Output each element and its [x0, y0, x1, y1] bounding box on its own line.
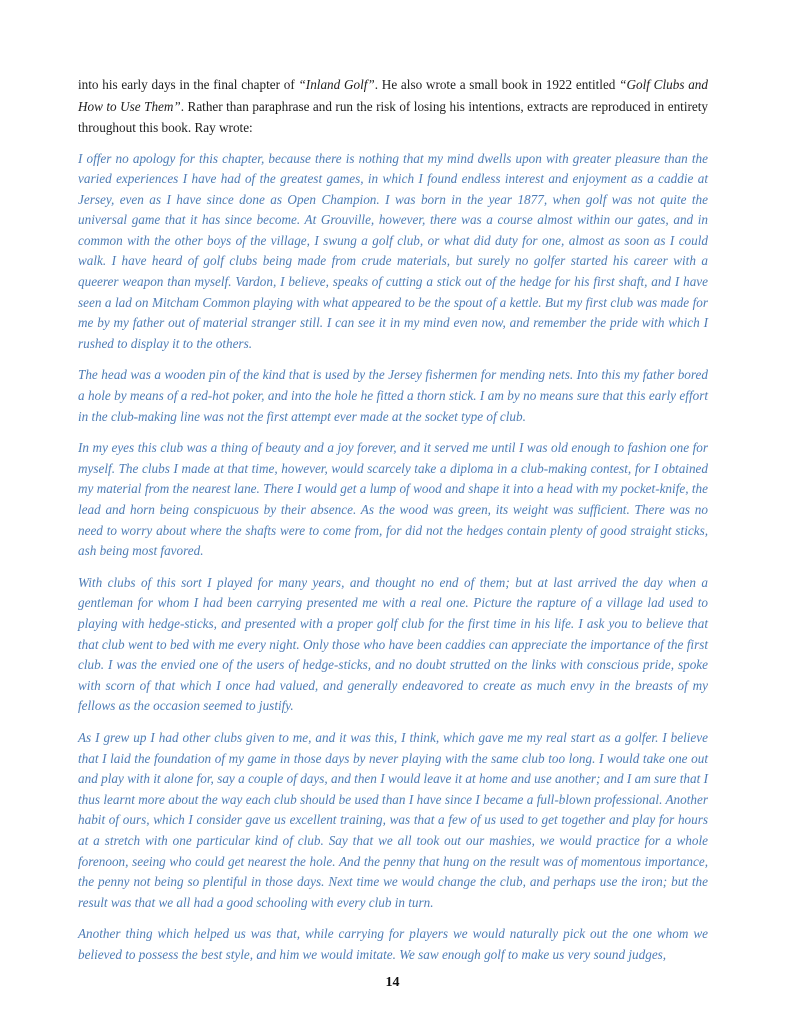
book-title-inland-golf: “Inland Golf” — [298, 77, 375, 92]
intro-text-run: into his early days in the final chapter of — [78, 77, 299, 92]
quote-paragraph-1: I offer no apology for this chapter, because there is nothing that my mind dwells upon with greater pleasure than the varied experiences I have had of the greatest games, in which I found endless interest and enjoyment as a caddie at Jersey, even as I have since done as Open Champion. I was born in the year 1877, when golf was not quite the universal game that it has since become. At Grouville, however, there was a course almost within our gates, and in common with the other boys of the village, I swung a golf club, or what did duty for one, almost as soon as I could walk. I have heard of golf clubs being made from crude materials, but surely no golfer started his career with a queerer weapon than myself. Vardon, I believe, speaks of cutting a stick out of the hedge for his first shaft, and I have seen a lad on Mitcham Common playing with what appeared to be the spout of a kettle. But my first club was made for me by my father out of material stranger still. I can see it in my mind even now, and remember the pride with which I rushed to display it to the others. — [78, 150, 708, 351]
quote-block — [78, 149, 708, 966]
intro-paragraph — [78, 74, 708, 139]
book-title-golf-clubs: “Golf Clubs and How to Use Them” — [78, 77, 708, 114]
quote-paragraph-4: With clubs of this sort I played for many years, and thought no end of them; but at last arrived the day when a gentleman for whom I had been carrying presented me with a real one. Picture the rapture of a village lad used to playing with hedge-sticks, and presented with a proper golf club for the first time in his life. I ask you to believe that that club went to bed with me every night. Only those who have been caddies can appreciate the importance of the first club. I was the envied one of the users of hedge-sticks, and no doubt strutted on the links with conscious pride, spoke with scorn of that which I once had valued, and generally endeavored to create as much envy in the breasts of my fellows as the occasion seemed to justify. — [78, 574, 708, 714]
quote-paragraph-3: In my eyes this club was a thing of beauty and a joy forever, and it served me until I was old enough to fashion one for myself. The clubs I made at that time, however, would scarcely take a diploma in a club-making contest, for I obtained my material from the nearest lane. There I would get a lump of wood and shape it into a head with my pocket-knife, the lead and horn being conspicuous by their absence. As the wood was green, its weight was sufficient. There was no need to worry about where the shafts were to come from, for did not the hedges contain plenty of good straight sticks, ash being most favored. — [78, 440, 708, 559]
intro-text-run: . Rather than paraphrase and run the risk of losing his intentions, extracts are reproduced in entirety throughout this book. Ray wrote: — [78, 98, 708, 135]
quote-paragraph-5: As I grew up I had other clubs given to me, and it was this, I think, which gave me my real start as a golfer. I believe that I laid the foundation of my game in those days by never playing with the same club too long. I would take one out and play with it alone for, say a couple of days, and then I would leave it at home and use another; and I am sure that I thus learnt more about the way each club should be used than I have since I became a full-blown professional. Another habit of ours, which I consider gave us excellent training, was that a few of us used to get together and play for hours at a stretch with one particular kind of club. Say that we all took out our mashies, we would practice for a whole forenoon, seeing who could get nearest the hole. And the penny that hung on the result was of momentous importance, the penny not being so plentiful in those days. Next time we would change the club, and perhaps use the iron; but the result was that we all had a good schooling with every club in turn. — [78, 729, 708, 910]
quote-paragraph-6: Another thing which helped us was that, while carrying for players we would naturally pick out the one whom we believed to possess the best style, and him we would imitate. We saw enough golf to make us very sound judges, — [78, 926, 708, 962]
intro-text-run: . He also wrote a small book in 1922 entitled — [374, 77, 620, 92]
page-number: 14 — [385, 975, 400, 990]
quote-paragraph-2: The head was a wooden pin of the kind that is used by the Jersey fishermen for mending nets. Into this my father bored a hole by means of a red-hot poker, and into the hole he fitted a thorn stick. I am by no means sure that this early effort in the club-making line was not the first attempt ever made at the socket type of club. — [78, 367, 708, 424]
